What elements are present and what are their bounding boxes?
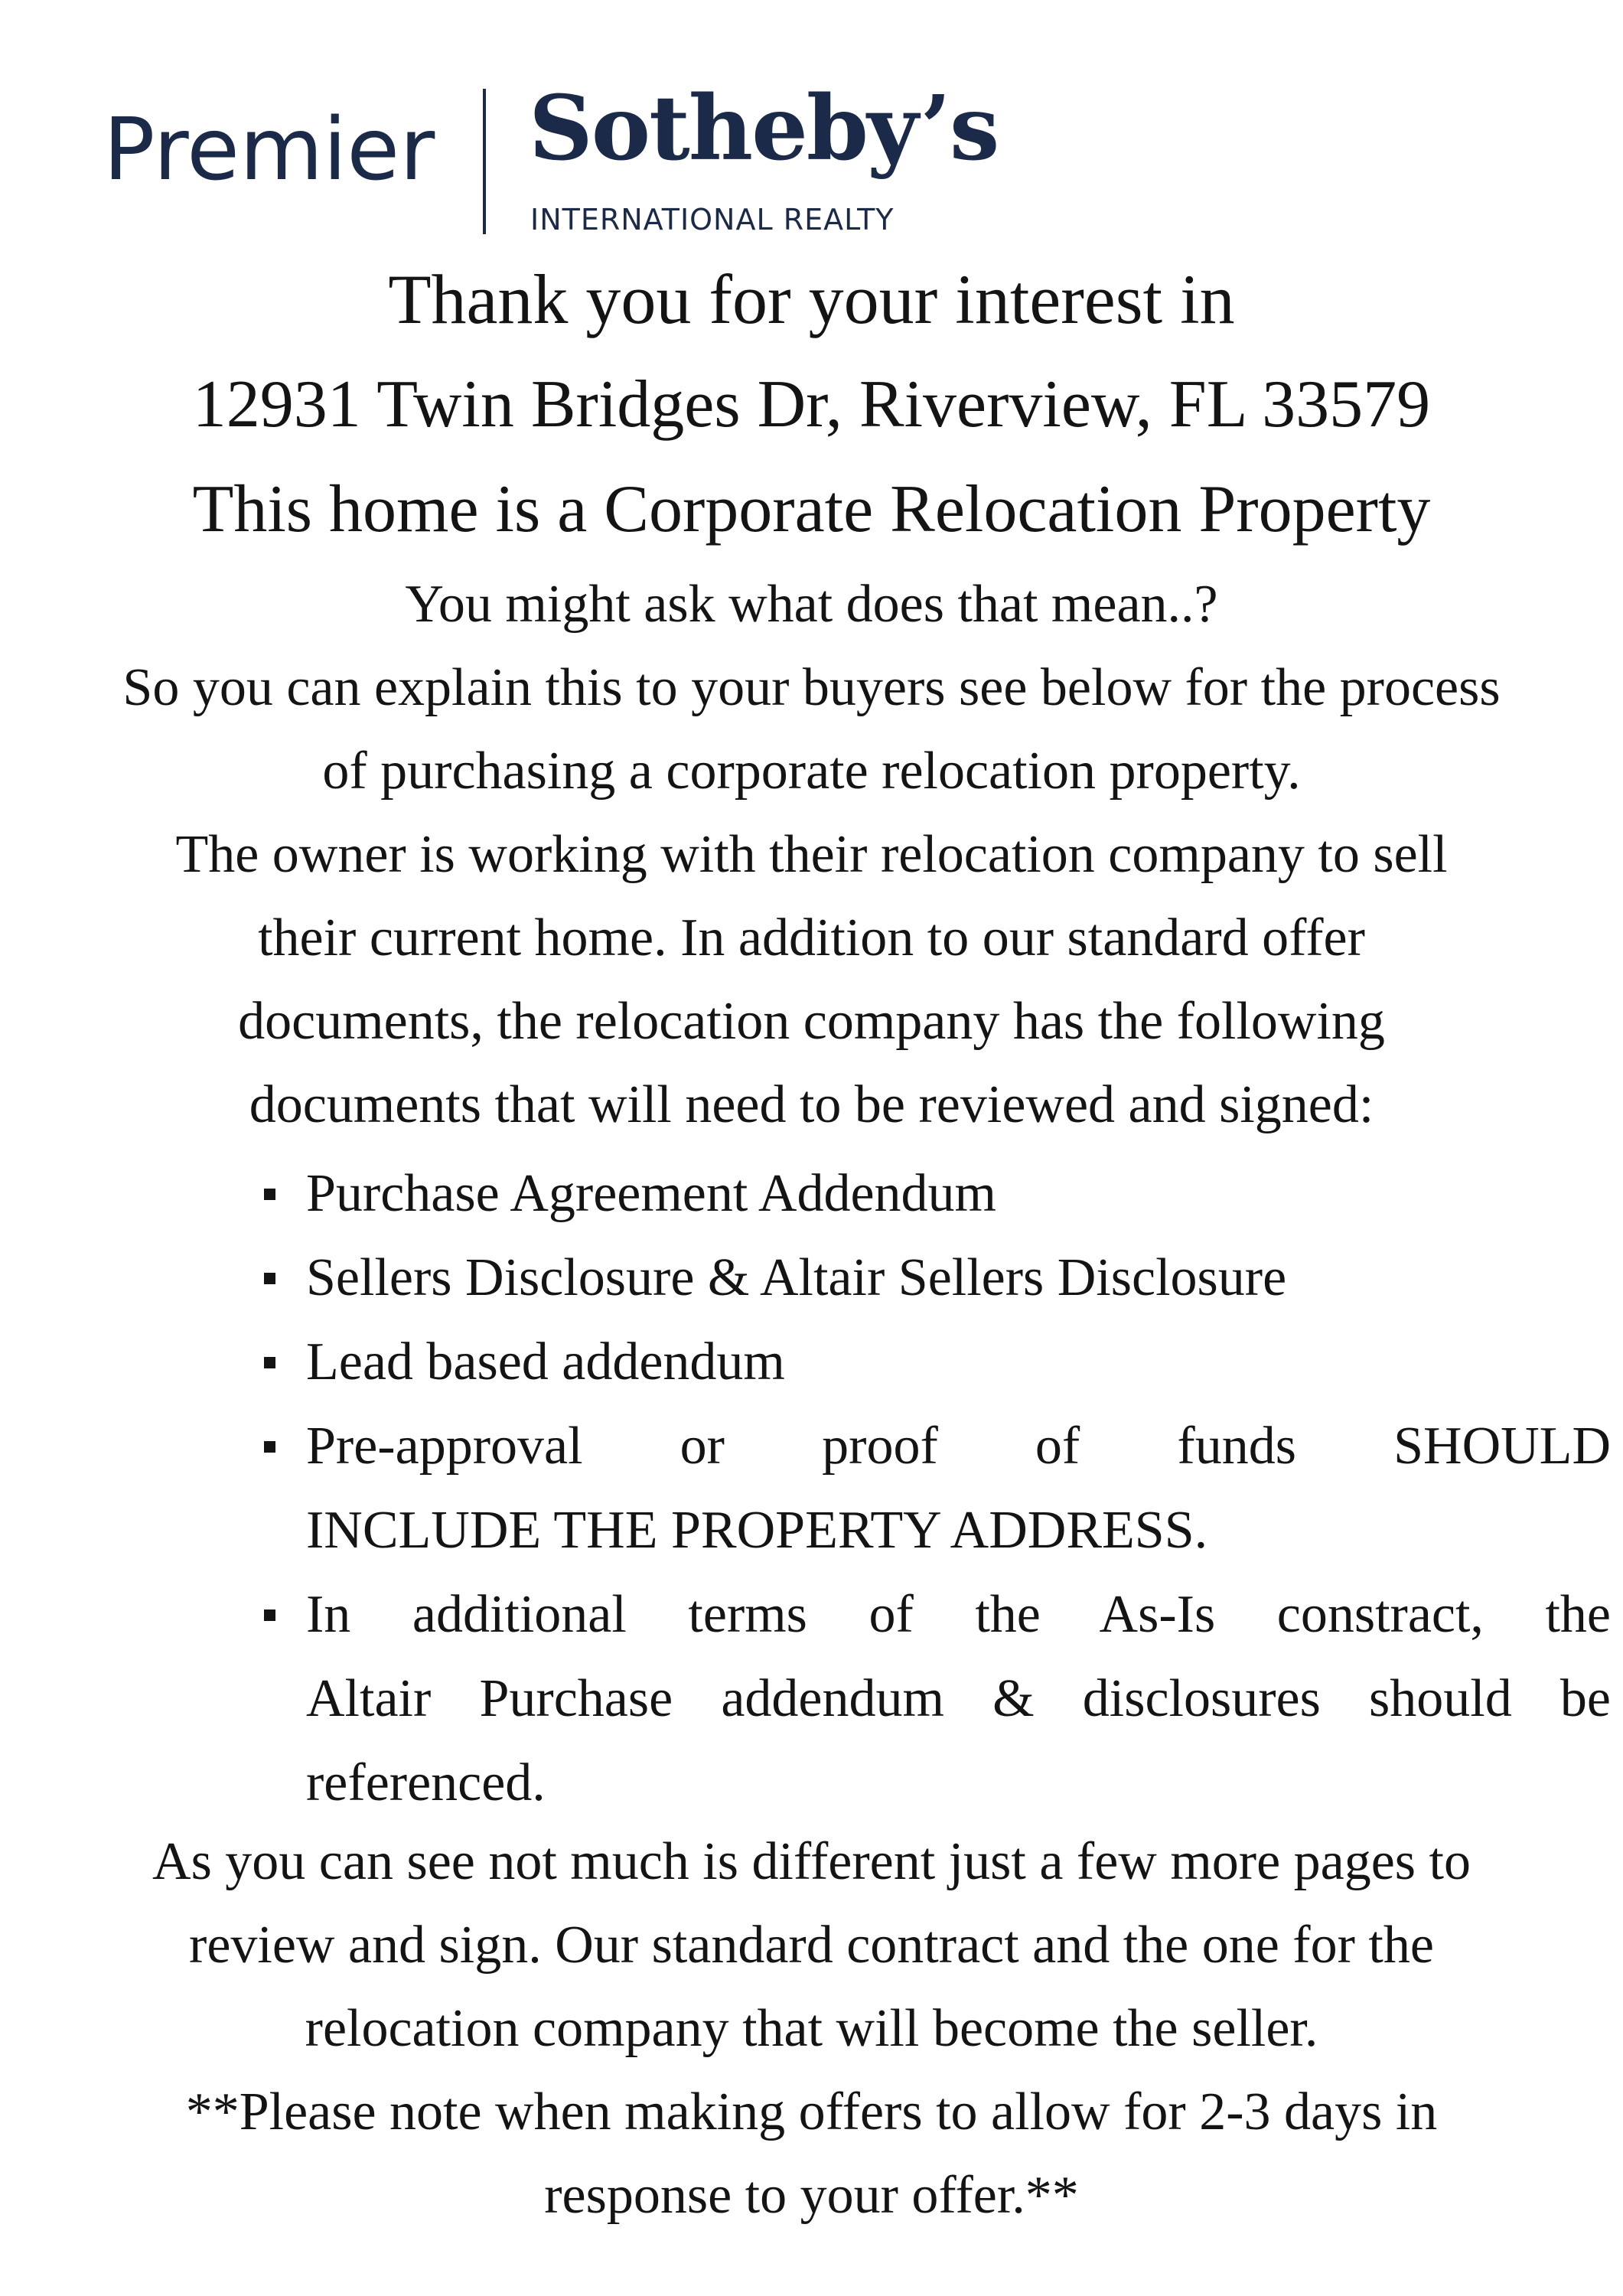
- list-item-text: Purchase Agreement Addendum: [306, 1164, 997, 1223]
- intro-line: You might ask what does that mean..?: [405, 575, 1218, 634]
- list-item-text: INCLUDE THE PROPERTY ADDRESS.: [306, 1501, 1208, 1560]
- intro-line: of purchasing a corporate relocation property.: [322, 742, 1301, 801]
- closing-note: response to your offer.**: [544, 2166, 1079, 2225]
- list-item: [264, 1404, 1611, 1573]
- logo-premier-text: Premier: [103, 100, 435, 200]
- property-address: 12931 Twin Bridges Dr, Riverview, FL 33579: [192, 367, 1431, 442]
- list-item-text: Sellers Disclosure & Altair Sellers Disclosure: [306, 1248, 1287, 1307]
- logo-subtitle: INTERNATIONAL REALTY: [530, 203, 895, 236]
- list-item: [264, 1236, 1611, 1320]
- list-item: [264, 1573, 1611, 1825]
- relocation-headline: This home is a Corporate Relocation Property: [192, 472, 1431, 546]
- bullet-marker: [264, 1441, 275, 1453]
- intro-line: their current home. In addition to our standard offer: [258, 908, 1365, 967]
- closing-line: relocation company that will become the seller.: [305, 1999, 1318, 2058]
- required-documents-list: [264, 1152, 1611, 1825]
- logo-sothebys-text: Sotheby’s: [529, 77, 999, 181]
- intro-line: documents, the relocation company has the following: [238, 992, 1385, 1051]
- closing-line: review and sign. Our standard contract and the one for the: [189, 1916, 1434, 1975]
- list-item-text: referenced.: [306, 1753, 546, 1812]
- bullet-marker: [264, 1189, 275, 1200]
- list-item: [264, 1152, 1611, 1236]
- bullet-marker: [264, 1357, 275, 1368]
- list-item: [264, 1320, 1611, 1404]
- intro-line: documents that will need to be reviewed and signed:: [249, 1075, 1374, 1134]
- page-title: Thank you for your interest in: [388, 260, 1235, 338]
- list-item-text: Altair Purchase addendum & disclosures should be: [306, 1669, 1611, 1728]
- bullet-marker: [264, 1273, 275, 1284]
- list-item-text: Pre-approval or proof of funds SHOULD: [306, 1417, 1611, 1476]
- bullet-marker: [264, 1609, 275, 1621]
- intro-line: The owner is working with their relocation company to sell: [175, 825, 1448, 884]
- brand-logo: [103, 77, 999, 237]
- closing-line: As you can see not much is different just a few more pages to: [152, 1832, 1471, 1891]
- logo-divider: [483, 89, 486, 234]
- intro-line: So you can explain this to your buyers see below for the process: [122, 658, 1501, 717]
- list-item-text: In additional terms of the As-Is constract, the: [306, 1585, 1611, 1644]
- closing-note: **Please note when making offers to allow for 2-3 days in: [185, 2082, 1438, 2141]
- list-item-text: Lead based addendum: [306, 1332, 785, 1391]
